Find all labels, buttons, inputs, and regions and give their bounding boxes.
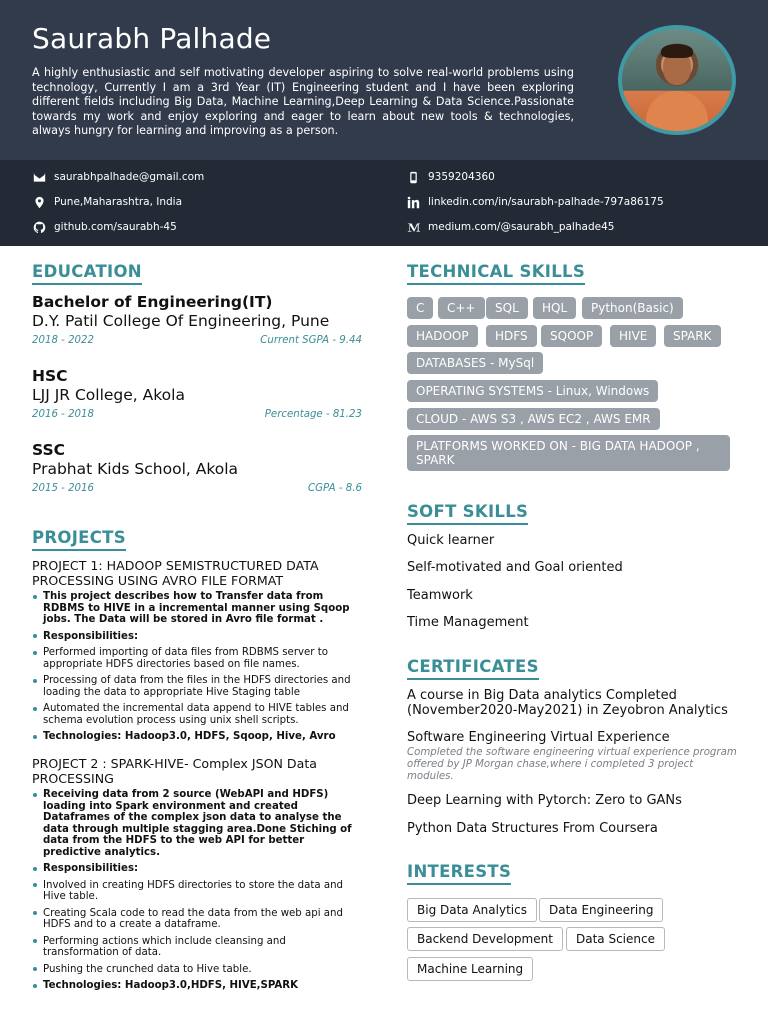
list-item: Involved in creating HDFS directories to store the data and Hive table. — [32, 880, 362, 903]
education-heading: EDUCATION — [32, 262, 142, 285]
education-meta — [32, 335, 362, 346]
contact-linkedin[interactable] — [406, 194, 664, 210]
education-dates: 2018 - 2022 — [32, 335, 95, 346]
contact-medium[interactable] — [406, 219, 614, 235]
location-text: Pune,Maharashtra, India — [54, 196, 183, 208]
list-item: Automated the incremental data append to HIVE tables and schema evolution process using unix shell scripts. — [32, 703, 362, 726]
soft-skill: Quick learner — [407, 533, 495, 548]
list-item: Pushing the crunched data to Hive table. — [32, 964, 362, 976]
projects-heading: PROJECTS — [32, 528, 126, 551]
list-item: Performed importing of data files from RDBMS server to appropriate HDFS directories based on file names. — [32, 647, 362, 670]
education-institution: LJJ JR College, Akola — [32, 386, 185, 404]
email-icon — [32, 170, 46, 184]
list-item: Performing actions which include cleansing and transformation of data. — [32, 936, 362, 959]
list-item: Receiving data from 2 source (WebAPI and HDFS) loading into Spark environment and created Dataframes of the complex json data to analyse the data through multiple stagging area.Done Stiching of data from the HDFS to the web API for better predictive analytics. — [32, 789, 362, 858]
soft-skill: Teamwork — [407, 588, 473, 603]
project-title: PROJECT 2 : SPARK-HIVE- Complex JSON Data PROCESSING — [32, 756, 317, 786]
certificate-description: Completed the software engineering virtual experience program offered by JP Morgan chase,where i completed 3 project modules. — [407, 747, 737, 782]
skill-tag: C++ — [438, 297, 485, 319]
project-bullets — [32, 789, 362, 997]
list-item: This project describes how to Transfer data from RDBMS to HIVE in a incremental manner using Sqoop jobs. The Data will be stored in Avro file format . — [32, 591, 362, 626]
soft-skill: Self-motivated and Goal oriented — [407, 560, 623, 575]
skill-tag: HADOOP — [407, 325, 478, 347]
medium-text: medium.com/@saurabh_palhade45 — [428, 221, 615, 233]
list-item: Responsibilities: — [32, 863, 362, 875]
github-icon — [32, 220, 46, 234]
education-dates: 2015 - 2016 — [32, 483, 95, 494]
contact-bar — [0, 160, 768, 246]
phone-text: 9359204360 — [428, 171, 495, 183]
interest-tag: Data Science — [566, 927, 665, 951]
list-item: Creating Scala code to read the data from the web api and HDFS and to a create a dataframe. — [32, 908, 362, 931]
soft-skill: Time Management — [407, 615, 529, 630]
skill-tag: SQOOP — [541, 325, 602, 347]
linkedin-text: linkedin.com/in/saurabh-palhade-797a86175 — [428, 196, 664, 208]
header — [0, 0, 768, 160]
interests-heading: INTERESTS — [407, 862, 511, 885]
education-institution: Prabhat Kids School, Akola — [32, 460, 239, 478]
summary: A highly enthusiastic and self motivating developer aspiring to solve real-world problems using technology, Currently I am a 3rd Year (IT) Engineering student and I have been exploring different fields including Big Data, Machine Learning,Deep Learning & Data Science.Passionate towards my work and enjoy exploring and eager to learn about new tools & technologies, always hungry for learning and improving as a person. — [32, 66, 574, 138]
skill-tag: SPARK — [664, 325, 721, 347]
skills-heading: TECHNICAL SKILLS — [407, 262, 585, 285]
contact-phone[interactable] — [406, 169, 495, 185]
skill-tag: Python(Basic) — [582, 297, 683, 319]
phone-icon — [406, 170, 420, 184]
education-meta — [32, 483, 362, 494]
contact-location — [32, 194, 182, 210]
interest-tag: Backend Development — [407, 927, 563, 951]
soft-skills-heading: SOFT SKILLS — [407, 502, 528, 525]
education-dates: 2016 - 2018 — [32, 409, 95, 420]
email-text: saurabhpalhade@gmail.com — [54, 171, 205, 183]
project-title: PROJECT 1: HADOOP SEMISTRUCTURED DATA PROCESSING USING AVRO FILE FORMAT — [32, 558, 319, 588]
certificate-name: Deep Learning with Pytorch: Zero to GANs — [407, 793, 682, 808]
skill-tag: HIVE — [610, 325, 656, 347]
skill-tag: OPERATING SYSTEMS - Linux, Windows — [407, 380, 658, 402]
certificate-name: A course in Big Data analytics Completed (November2020-May2021) in Zeyobron Analytics — [407, 688, 728, 718]
certificates-heading: CERTIFICATES — [407, 657, 539, 680]
education-degree: SSC — [32, 441, 66, 459]
skill-tag: C — [407, 297, 433, 319]
list-item: Responsibilities: — [32, 631, 362, 643]
skill-tag: HQL — [533, 297, 576, 319]
list-item: Processing of data from the files in the HDFS directories and loading the data to appropriate Hive Staging table — [32, 675, 362, 698]
skill-tag: HDFS — [486, 325, 537, 347]
list-item: Technologies: Hadoop3.0, HDFS, Sqoop, Hive, Avro — [32, 731, 362, 743]
skill-tag: DATABASES - MySql — [407, 352, 543, 374]
location-icon — [32, 195, 46, 209]
list-item: Technologies: Hadoop3.0,HDFS, HIVE,SPARK — [32, 980, 362, 992]
skill-tag: CLOUD - AWS S3 , AWS EC2 , AWS EMR — [407, 408, 660, 430]
interest-tag: Data Engineering — [539, 898, 663, 922]
education-meta — [32, 409, 362, 420]
certificate-name: Python Data Structures From Coursera — [407, 821, 658, 836]
project-bullets — [32, 591, 362, 748]
certificate-name: Software Engineering Virtual Experience — [407, 730, 670, 745]
interest-tag: Big Data Analytics — [407, 898, 537, 922]
skill-tag: SQL — [486, 297, 528, 319]
candidate-name: Saurabh Palhade — [32, 22, 272, 55]
education-degree: Bachelor of Engineering(IT) — [32, 293, 273, 311]
education-score: CGPA - 8.6 — [308, 483, 362, 494]
skill-tag: PLATFORMS WORKED ON - BIG DATA HADOOP , SPARK — [407, 435, 730, 471]
contact-github[interactable] — [32, 219, 177, 235]
interest-tag: Machine Learning — [407, 957, 533, 981]
contact-email[interactable] — [32, 169, 204, 185]
education-degree: HSC — [32, 367, 68, 385]
education-institution: D.Y. Patil College Of Engineering, Pune — [32, 312, 330, 330]
education-score: Percentage - 81.23 — [264, 409, 362, 420]
linkedin-icon — [406, 195, 420, 209]
profile-photo — [618, 25, 736, 135]
github-text: github.com/saurabh-45 — [54, 221, 177, 233]
education-score: Current SGPA - 9.44 — [260, 335, 362, 346]
medium-icon — [406, 220, 420, 234]
